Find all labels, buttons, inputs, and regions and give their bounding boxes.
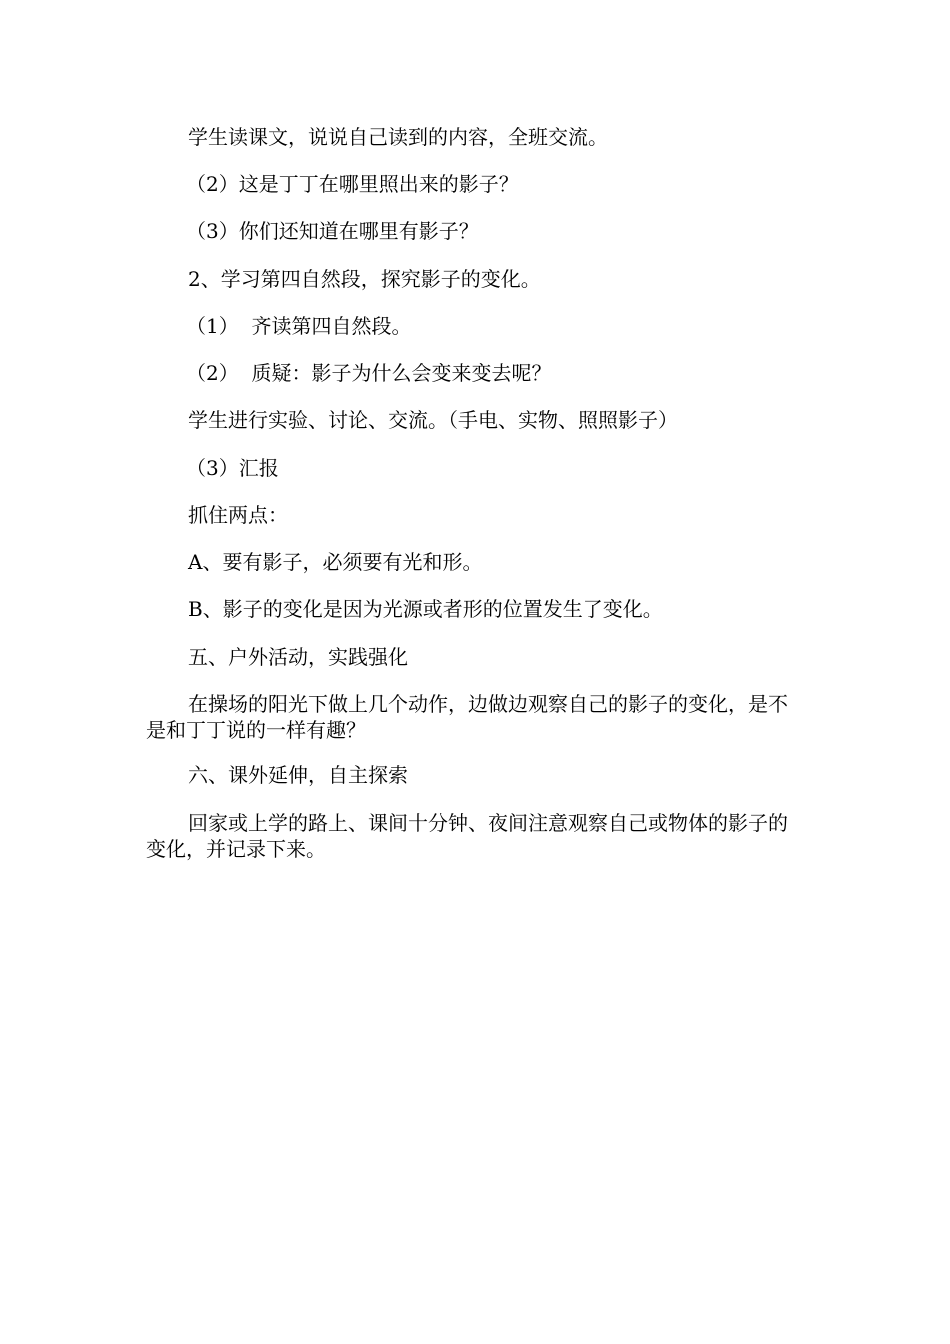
paragraph-step-3-report: （3）汇报 — [186, 456, 279, 480]
paragraph-section-2-heading: 2、学习第四自然段，探究影子的变化。 — [188, 267, 541, 291]
paragraph-question-3: （3）你们还知道在哪里有影子？ — [186, 219, 479, 243]
paragraph-step-1: （1） 齐读第四自然段。 — [186, 314, 412, 338]
paragraph-two-points: 抓住两点： — [188, 503, 288, 527]
paragraph-point-a: A、要有影子，必须要有光和形。 — [188, 550, 483, 574]
paragraph-homework: 回家或上学的路上、课间十分钟、夜间注意观察自己或物体的影子的变化，并记录下来。 — [146, 811, 788, 861]
paragraph-section-6-heading: 六、课外延伸，自主探索 — [188, 763, 408, 787]
paragraph-question-2: （2）这是丁丁在哪里照出来的影子？ — [186, 172, 519, 196]
paragraph-experiment: 学生进行实验、讨论、交流。（手电、实物、照照影子） — [188, 408, 678, 432]
paragraph-step-2: （2） 质疑：影子为什么会变来变去呢？ — [186, 361, 552, 385]
paragraph-section-5-heading: 五、户外活动，实践强化 — [188, 645, 408, 669]
paragraph-point-b: B、影子的变化是因为光源或者形的位置发生了变化。 — [188, 597, 663, 621]
paragraph-outdoor-activity: 在操场的阳光下做上几个动作，边做边观察自己的影子的变化，是不是和丁丁说的一样有趣？ — [146, 692, 788, 742]
paragraph-student-reading: 学生读课文，说说自己读到的内容，全班交流。 — [188, 125, 608, 149]
